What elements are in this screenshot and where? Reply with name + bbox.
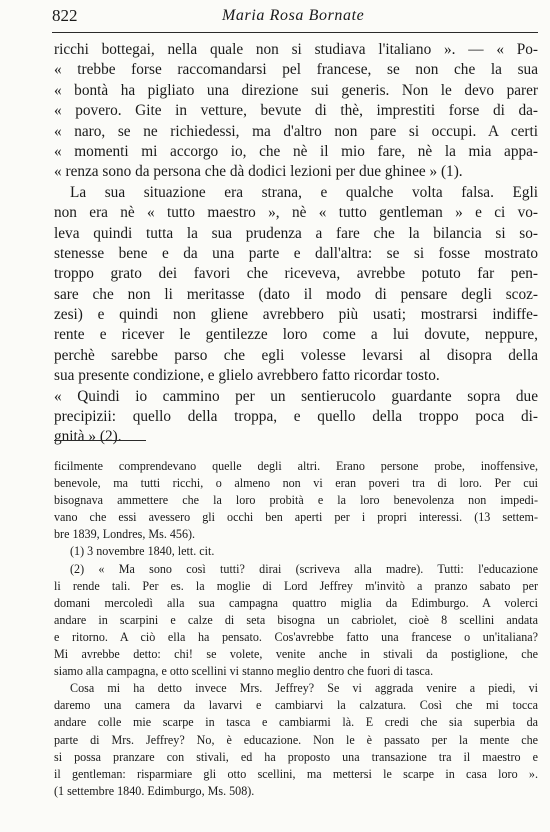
text-line: « momenti mi accorgo io, che nè il mio fare, nè la mia appa- [54, 142, 538, 160]
text-line: « bontà ha pigliato una direzione sui generis. Non le devo parer [54, 81, 538, 99]
page-header [52, 4, 538, 33]
text-line: La sua situazione era strana, e qualche volta falsa. Egli [70, 183, 538, 201]
footnote-line: bre 1839, Londres, Ms. 456). [54, 527, 196, 542]
text-line: perchè sarebbe parso che egli volesse levarsi al disopra della [54, 346, 538, 364]
text-line: troppo grato dei favori che riceveva, avrebbe potuto far pen- [54, 265, 538, 283]
footnote-line: Mi avrebbe detto: chi! se volete, venite anche in stivali da postiglione, che [54, 647, 538, 662]
text-line: « naro, se ne richiedessi, ma d'altro non pare si occupi. A certi [54, 122, 538, 140]
footnote-line: daremo una camera da lavarvi e cambiarvi la calzatura. Così che mi tocca [54, 698, 538, 713]
footnote-line: e ritorno. A ciò ella ha pensato. Cos'avrebbe fatto una francese o un'italiana? [54, 629, 538, 644]
footnote-line: (1) 3 novembre 1840, lett. cit. [70, 544, 215, 559]
text-line: « Quindi io cammino per un sentierucolo guardante sopra due [54, 387, 538, 405]
footnote-line: il gentleman: risparmiare gli otto scellini, ma mettersi le scarpe in casa loro ». [54, 766, 538, 781]
footnote-line: ficilmente comprendevano quelle degli altri. Erano persone probe, inoffensive, [54, 459, 538, 473]
footnote-line: bisognava ammettere che la loro probità e la loro benevolenza non impedi- [54, 493, 538, 508]
footnote-line: li rende tali. Per es. la moglie di Lord Jeffrey m'invitò a pranzo sabato per [54, 578, 538, 593]
text-line: gnità » (2). [54, 428, 122, 446]
text-line: sare che non li meritasse (dato il modo di pensare degli scoz- [54, 285, 538, 303]
text-line: ricchi bottegai, nella quale non si studiava l'italiano ». — « Po- [54, 41, 538, 58]
text-line: rente e ricever le gentilezze loro come a lui dovute, neppure, [54, 326, 538, 344]
footnote-line: (1 settembre 1840. Edimburgo, Ms. 508). [54, 783, 255, 798]
footnote-line: domani mercoledì alla sua campagna quattro miglia da Edimburgo. A volerci [54, 595, 538, 610]
text-line: « trebbe forse raccomandarsi pel francese, se non che la sua [54, 61, 538, 79]
text-line: stenesse bene e da una parte e dall'altra: se si fosse mostrato [54, 244, 538, 262]
text-line: non era nè « tutto maestro », nè « tutto gentleman » e ci vo- [54, 204, 538, 222]
footnote-line: (2) « Ma sono così tutti? dirai (scriveva alla madre). Tutti: l'educazione [70, 561, 538, 576]
main-text-block [54, 40, 538, 448]
text-line: sua presente condizione, e glielo avrebbero fatto ricordar tosto. [54, 367, 440, 385]
text-line: « renza sono da persona che dà dodici lezioni per due ghinee » (1). [54, 163, 463, 181]
text-line: leva quindi tutta la sua prudenza a fare che la bilancia si so- [54, 224, 538, 242]
footnote-line: siamo alla campagna, e otto scellini vi stanno meglio dentro che fuori di tasca. [54, 664, 434, 679]
footnote-line: andare colle mie scarpe in tasca e cambiarmi là. E credi che sia superbia da [54, 715, 538, 730]
text-line: zesi) e quindi non gliene avrebbero più usati; mostrarsi indiffe- [54, 306, 538, 324]
footnote-line: si possa pranzare con stivali, ed ha proposto una transazione tra il maestro e [54, 749, 538, 764]
footnote-separator [54, 440, 146, 441]
running-title: Maria Rosa Bornate [222, 7, 365, 24]
footnote-line: benevole, ma tutti ricchi, o almeno non vi eran poveri tra di loro. Per cui [54, 476, 538, 491]
text-line: precipizii: quello della troppa, e quello della troppo poca di- [54, 408, 538, 426]
text-line: « povero. Gite in vetture, bevute di thè, imprestiti forse di da- [54, 102, 538, 120]
page-number: 822 [52, 6, 78, 25]
footnote-line: Cosa mi ha detto invece Mrs. Jeffrey? Se vi aggrada venire a piedi, vi [70, 681, 538, 696]
footnotes-block [54, 458, 538, 800]
footnote-line: parte di Mrs. Jeffrey? No, è educazione. Non le è passato per la mente che [54, 732, 538, 747]
footnote-line: andare in scarpini e calze di seta bisogna un cabriolet, cioè 8 scellini andata [54, 612, 538, 627]
footnote-line: vano che essi avessero gli occhi ben aperti per i propri interessi. (13 settem- [54, 510, 538, 525]
